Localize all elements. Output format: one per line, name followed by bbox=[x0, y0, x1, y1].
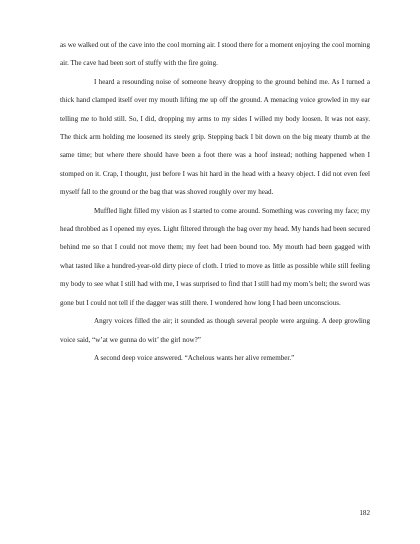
body-text bbox=[60, 36, 370, 367]
paragraph-5: A second deep voice answered. “Achelous wants her alive remember.” bbox=[94, 353, 295, 362]
paragraph-2: I heard a resounding noise of someone heavy dropping to the ground behind me. As I turned a thick hand clamped itself over my mouth lifting me up off the ground. A menacing voice growled in my ear telling me to hold still. So, I did, dropping my arms to my sides I willed my body loosen. It was not easy. The thick arm holding me loosened its steely grip. Stepping back I bit down on the big meaty thumb at the same time; but where there should have been a foot there was a hoof instead; nothing happened when I stomped on it. Crap, I thought, just before I was hit hard in the head with a heavy object. I did not even feel myself fall to the ground or the bag that was shoved roughly over my head. bbox=[60, 77, 370, 197]
paragraph-4: Angry voices filled the air; it sounded as though several people were arguing. A deep growling voice said, “w’at we gunna do wit’ the girl now?” bbox=[60, 317, 370, 344]
page-number: 182 bbox=[359, 509, 370, 517]
paragraph-3: Muffled light filled my vision as I started to come around. Something was covering my face; my head throbbed as I opened my eyes. Light filtered through the bag over my head. My hands had been secured behind me so that I could not move them; my feet had been bound too. My mouth had been gagged with what tasted like a hundred-year-old dirty piece of cloth. I tried to move as little as possible while still feeling my body to see what I still had with me, I was surprised to find that I still had my mom’s belt; the sword was gone but I could not tell if the dagger was still there. I wondered how long I had been unconscious. bbox=[60, 206, 370, 307]
paragraph-1: as we walked out of the cave into the cool morning air. I stood there for a moment enjoying the cool morning air. The cave had been sort of stuffy with the fire going. bbox=[60, 41, 370, 68]
